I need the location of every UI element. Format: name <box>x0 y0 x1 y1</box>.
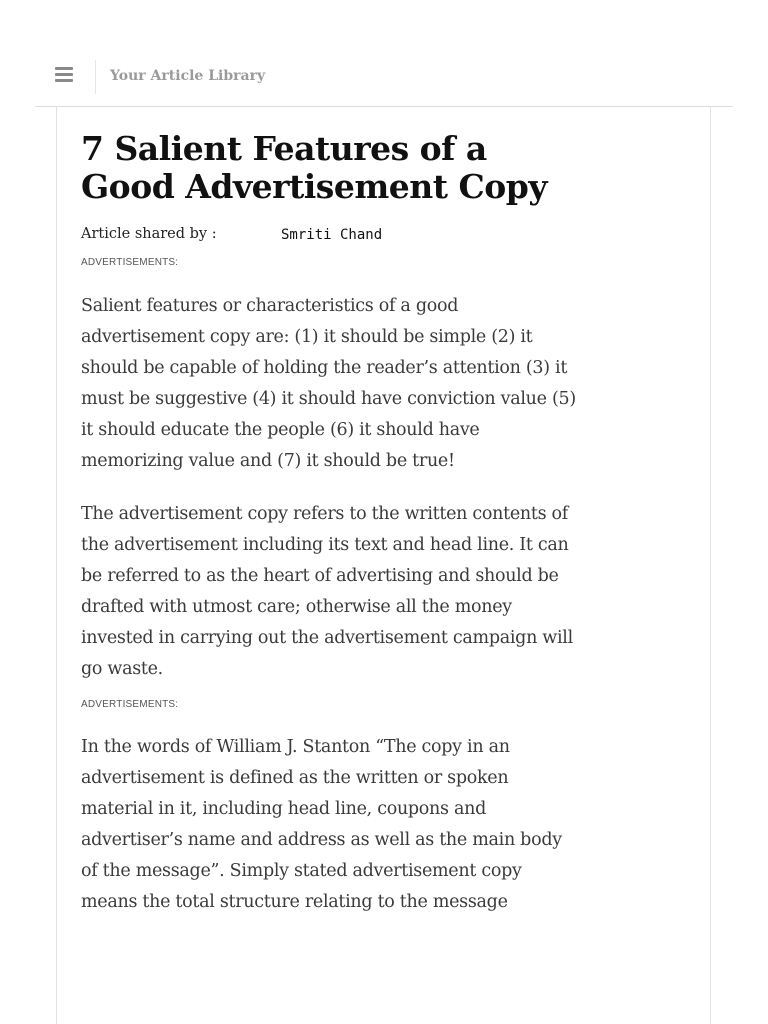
article-content <box>81 130 581 918</box>
site-title-link[interactable]: Your Article Library <box>110 68 266 84</box>
advertisement-label: ADVERTISEMENTS: <box>81 257 179 268</box>
menu-icon-line <box>55 73 73 76</box>
advertisement-label: ADVERTISEMENTS: <box>81 699 179 710</box>
article-card <box>56 106 711 1024</box>
byline-label: Article shared by : <box>81 226 217 242</box>
byline <box>81 226 581 246</box>
article-paragraph: Salient features or characteristics of a good advertisement copy are: (1) it should be simple (2) it should be capable of holding the reader’s attention (3) it must be suggestive (4) it should have conviction value (5) it should educate the people (6) it should have memorizing value and (7) it should be true! <box>81 296 576 471</box>
article-paragraph: In the words of William J. Stanton “The copy in an advertisement is defined as the written or spoken material in it, including head line, coupons and advertiser’s name and address as well as the main body of the message”. Simply stated advertisement copy means the total structure relating to the message <box>81 737 562 912</box>
author-link[interactable]: Smriti Chand <box>281 227 383 243</box>
menu-icon-line <box>55 79 73 82</box>
article-title: 7 Salient Features of a Good Advertisement Copy <box>81 129 548 206</box>
menu-icon-line <box>55 67 73 70</box>
top-bar-divider <box>95 60 96 94</box>
top-bar <box>35 50 733 107</box>
hamburger-menu-icon[interactable] <box>55 66 73 82</box>
article-paragraph: The advertisement copy refers to the written contents of the advertisement including its text and head line. It can be referred to as the heart of advertising and should be drafted with utmost care; otherwise all the money invested in carrying out the advertisement campaign will go waste. <box>81 504 573 679</box>
